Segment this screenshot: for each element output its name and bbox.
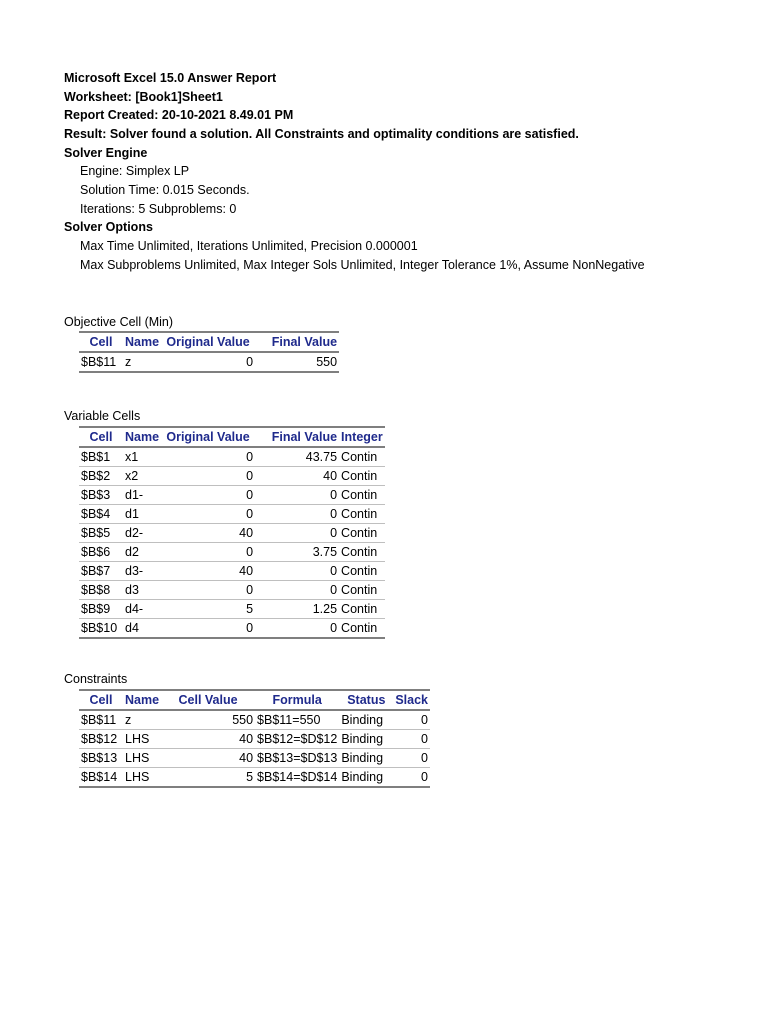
original-value: 0 [161, 352, 255, 372]
cell-ref: $B$3 [79, 486, 123, 505]
original-value: 0 [161, 619, 255, 639]
formula: $B$14=$D$14 [255, 768, 339, 788]
cell-ref: $B$13 [79, 749, 123, 768]
table-header-row [79, 427, 385, 447]
cell-name: d1 [123, 505, 161, 524]
original-value: 5 [161, 600, 255, 619]
slack: 0 [393, 749, 430, 768]
variable-cells-table [79, 426, 385, 639]
table-row [79, 581, 385, 600]
original-value: 0 [161, 543, 255, 562]
cell-name: d3- [123, 562, 161, 581]
cell-name: LHS [123, 768, 161, 788]
constraints-table [79, 689, 430, 788]
final-value: 0 [255, 505, 339, 524]
table-row [79, 600, 385, 619]
cell-ref: $B$6 [79, 543, 123, 562]
table-row [79, 710, 430, 730]
column-header: Cell [79, 332, 123, 352]
final-value: 43.75 [255, 447, 339, 467]
integer-type: Contin [339, 447, 385, 467]
integer-type: Contin [339, 467, 385, 486]
slack: 0 [393, 710, 430, 730]
table-row [79, 730, 430, 749]
formula: $B$11=550 [255, 710, 339, 730]
original-value: 40 [161, 524, 255, 543]
column-header: Name [123, 332, 161, 352]
cell-ref: $B$14 [79, 768, 123, 788]
table-row [79, 562, 385, 581]
result-line: Result: Solver found a solution. All Constraints and optimality conditions are satisfied. [64, 127, 579, 141]
original-value: 40 [161, 562, 255, 581]
column-header: Final Value [255, 332, 339, 352]
final-value: 0 [255, 581, 339, 600]
formula: $B$12=$D$12 [255, 730, 339, 749]
cell-name: x2 [123, 467, 161, 486]
cell-value: 5 [161, 768, 255, 788]
status: Binding [339, 768, 393, 788]
formula: $B$13=$D$13 [255, 749, 339, 768]
integer-type: Contin [339, 486, 385, 505]
cell-ref: $B$5 [79, 524, 123, 543]
table-row [79, 524, 385, 543]
cell-name: d1- [123, 486, 161, 505]
column-header: Integer [339, 427, 385, 447]
constraints-section-title: Constraints [64, 672, 128, 686]
integer-type: Contin [339, 524, 385, 543]
cell-name: x1 [123, 447, 161, 467]
table-row [79, 467, 385, 486]
original-value: 0 [161, 581, 255, 600]
cell-ref: $B$8 [79, 581, 123, 600]
cell-ref: $B$1 [79, 447, 123, 467]
cell-name: d3 [123, 581, 161, 600]
cell-ref: $B$12 [79, 730, 123, 749]
cell-ref: $B$11 [79, 352, 123, 372]
table-header-row [79, 332, 339, 352]
cell-ref: $B$7 [79, 562, 123, 581]
solver-options-heading: Solver Options [64, 220, 153, 234]
table-row [79, 447, 385, 467]
column-header: Formula [255, 690, 339, 710]
objective-section-title: Objective Cell (Min) [64, 315, 174, 329]
status: Binding [339, 730, 393, 749]
report-title: Microsoft Excel 15.0 Answer Report [64, 71, 277, 85]
cell-ref: $B$2 [79, 467, 123, 486]
final-value: 3.75 [255, 543, 339, 562]
cell-ref: $B$9 [79, 600, 123, 619]
cell-name: d4- [123, 600, 161, 619]
table-header-row [79, 690, 430, 710]
integer-type: Contin [339, 619, 385, 639]
cell-name: LHS [123, 730, 161, 749]
cell-value: 550 [161, 710, 255, 730]
table-row [79, 486, 385, 505]
column-header: Final Value [255, 427, 339, 447]
integer-type: Contin [339, 505, 385, 524]
cell-name: d2 [123, 543, 161, 562]
cell-name: d2- [123, 524, 161, 543]
integer-type: Contin [339, 600, 385, 619]
cell-ref: $B$4 [79, 505, 123, 524]
original-value: 0 [161, 486, 255, 505]
status: Binding [339, 710, 393, 730]
integer-type: Contin [339, 581, 385, 600]
options-line-1: Max Time Unlimited, Iterations Unlimited, Precision 0.000001 [80, 239, 418, 253]
report-created-line: Report Created: 20-10-2021 8.49.01 PM [64, 108, 294, 122]
solution-time-line: Solution Time: 0.015 Seconds. [80, 183, 250, 197]
cell-value: 40 [161, 749, 255, 768]
final-value: 40 [255, 467, 339, 486]
engine-line: Engine: Simplex LP [80, 164, 190, 178]
cell-ref: $B$10 [79, 619, 123, 639]
final-value: 550 [255, 352, 339, 372]
final-value: 0 [255, 562, 339, 581]
table-row [79, 768, 430, 788]
column-header: Original Value [161, 427, 255, 447]
variables-section-title: Variable Cells [64, 409, 141, 423]
original-value: 0 [161, 505, 255, 524]
table-row [79, 749, 430, 768]
column-header: Cell [79, 690, 123, 710]
original-value: 0 [161, 467, 255, 486]
cell-name: d4 [123, 619, 161, 639]
solver-engine-heading: Solver Engine [64, 146, 148, 160]
cell-value: 40 [161, 730, 255, 749]
integer-type: Contin [339, 543, 385, 562]
column-header: Name [123, 427, 161, 447]
original-value: 0 [161, 447, 255, 467]
column-header: Name [123, 690, 161, 710]
column-header: Original Value [161, 332, 255, 352]
worksheet-line: Worksheet: [Book1]Sheet1 [64, 90, 223, 104]
cell-name: z [123, 710, 161, 730]
column-header: Slack [393, 690, 430, 710]
table-row [79, 352, 339, 372]
table-row [79, 505, 385, 524]
final-value: 0 [255, 524, 339, 543]
status: Binding [339, 749, 393, 768]
slack: 0 [393, 768, 430, 788]
final-value: 0 [255, 619, 339, 639]
iterations-line: Iterations: 5 Subproblems: 0 [80, 202, 237, 216]
column-header: Cell Value [161, 690, 255, 710]
table-row [79, 543, 385, 562]
column-header: Status [339, 690, 393, 710]
cell-name: LHS [123, 749, 161, 768]
cell-name: z [123, 352, 161, 372]
final-value: 0 [255, 486, 339, 505]
slack: 0 [393, 730, 430, 749]
table-row [79, 619, 385, 639]
column-header: Cell [79, 427, 123, 447]
integer-type: Contin [339, 562, 385, 581]
cell-ref: $B$11 [79, 710, 123, 730]
options-line-2: Max Subproblems Unlimited, Max Integer Sols Unlimited, Integer Tolerance 1%, Assume NonNegative [80, 258, 645, 272]
final-value: 1.25 [255, 600, 339, 619]
objective-table [79, 331, 339, 373]
